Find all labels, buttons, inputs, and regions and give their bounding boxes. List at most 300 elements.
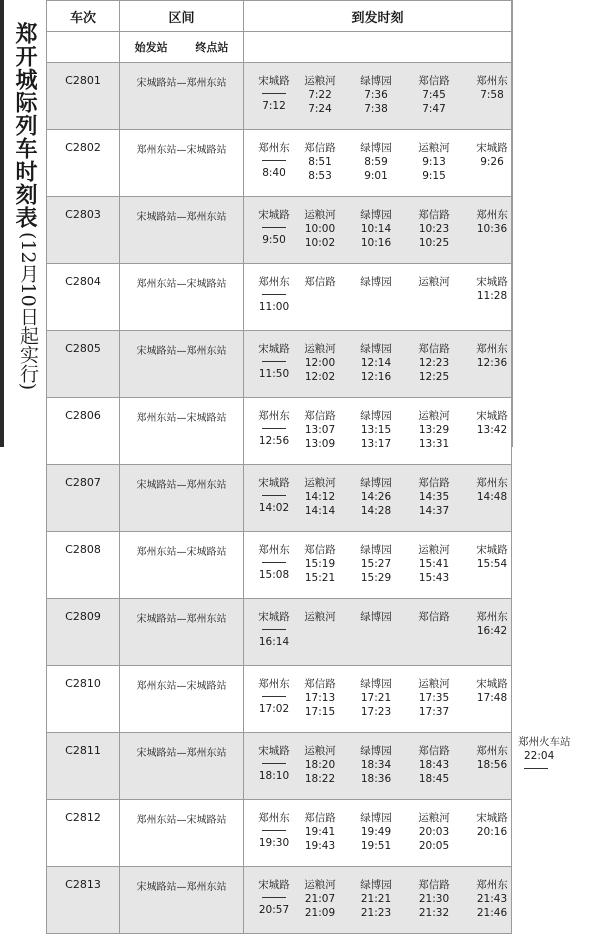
arrival-time: 15:41 — [418, 558, 450, 570]
table-row — [47, 532, 512, 599]
station-stop — [350, 342, 402, 384]
timetable-body — [47, 63, 512, 934]
departure-dash — [262, 294, 286, 295]
side-subtitle: (12月10日起实行) — [17, 232, 39, 391]
departure-time — [466, 236, 518, 250]
station-stop — [248, 409, 300, 448]
departure-time: 10:02 — [304, 237, 336, 249]
subheader-terminal: 终点站 — [195, 41, 229, 54]
departure-time: 10:25 — [418, 237, 450, 249]
station-stop — [248, 208, 300, 247]
train-times — [244, 331, 512, 398]
station-stop — [350, 409, 402, 451]
train-times — [244, 63, 512, 130]
train-number: C2802 — [47, 130, 120, 197]
subheader-times-empty — [244, 32, 512, 63]
departure-dash — [262, 160, 286, 161]
departure-time — [466, 370, 518, 384]
station-stop — [248, 610, 300, 649]
departure-time: 18:10 — [258, 770, 290, 782]
station-stop — [294, 476, 346, 518]
departure-time — [466, 303, 518, 317]
extra-station-name: 郑州火车站 — [518, 736, 571, 748]
station-name: 宋城路 — [258, 343, 290, 355]
arrival-time: 10:14 — [360, 223, 392, 235]
departure-time — [466, 437, 518, 451]
arrival-time: 14:35 — [418, 491, 450, 503]
station-name: 宋城路 — [258, 611, 290, 623]
departure-time: 18:45 — [418, 773, 450, 785]
station-stop — [294, 275, 346, 317]
station-stop — [408, 141, 460, 183]
station-stop — [466, 74, 518, 116]
departure-time: 19:43 — [304, 840, 336, 852]
departure-time — [294, 638, 346, 652]
arrival-time: 13:07 — [304, 424, 336, 436]
station-name: 宋城路 — [476, 276, 508, 288]
departure-time: 9:50 — [262, 234, 286, 246]
station-stop — [248, 342, 300, 381]
station-name: 郑州东 — [476, 477, 508, 489]
arrival-time: 14:12 — [304, 491, 336, 503]
station-name: 绿博园 — [360, 410, 392, 422]
header-times: 到发时刻 — [244, 1, 512, 32]
arrival-time: 12:36 — [476, 357, 508, 369]
departure-dash — [262, 361, 286, 362]
departure-time: 21:09 — [304, 907, 336, 919]
station-stop — [294, 409, 346, 451]
station-stop — [408, 74, 460, 116]
station-stop — [350, 543, 402, 585]
departure-time: 19:30 — [258, 837, 290, 849]
station-stop — [466, 409, 518, 451]
departure-time: 16:14 — [258, 636, 290, 648]
table-row — [47, 465, 512, 532]
arrival-time: 15:19 — [304, 558, 336, 570]
station-name: 绿博园 — [360, 477, 392, 489]
arrival-time: 15:54 — [476, 558, 508, 570]
station-stop — [466, 677, 518, 719]
departure-time: 18:36 — [360, 773, 392, 785]
timetable — [46, 0, 512, 934]
departure-time: 17:37 — [418, 706, 450, 718]
table-row — [47, 800, 512, 867]
train-times — [244, 130, 512, 197]
arrival-time: 16:42 — [476, 625, 508, 637]
train-number: C2809 — [47, 599, 120, 666]
header-section: 区间 — [120, 1, 244, 32]
station-stop — [466, 744, 518, 786]
arrival-time: 7:22 — [308, 89, 332, 101]
arrival-time — [294, 289, 346, 303]
station-stop — [248, 141, 300, 180]
train-number: C2810 — [47, 666, 120, 733]
departure-time: 13:17 — [360, 438, 392, 450]
station-stop — [350, 677, 402, 719]
station-stop — [408, 543, 460, 585]
arrival-time: 21:21 — [360, 893, 392, 905]
station-name: 运粮河 — [418, 812, 450, 824]
departure-time: 11:50 — [258, 368, 290, 380]
station-stop — [294, 543, 346, 585]
train-number: C2806 — [47, 398, 120, 465]
train-section: 郑州东站—宋城路站 — [120, 398, 244, 465]
station-stop — [408, 811, 460, 853]
station-name: 宋城路 — [258, 209, 290, 221]
station-stop — [248, 275, 300, 314]
arrival-time — [408, 289, 460, 303]
departure-time: 9:15 — [422, 170, 446, 182]
station-name: 郑信路 — [304, 276, 336, 288]
table-row — [47, 63, 512, 130]
station-stop — [350, 744, 402, 786]
station-stop — [408, 677, 460, 719]
departure-time: 10:16 — [360, 237, 392, 249]
station-stop — [408, 208, 460, 250]
train-times — [244, 800, 512, 867]
arrival-time: 17:13 — [304, 692, 336, 704]
side-title-block — [0, 0, 46, 447]
station-stop — [248, 744, 300, 783]
departure-time — [408, 303, 460, 317]
station-name: 绿博园 — [360, 879, 392, 891]
station-stop — [466, 476, 518, 518]
arrival-time: 18:20 — [304, 759, 336, 771]
station-stop — [294, 141, 346, 183]
station-name: 宋城路 — [258, 477, 290, 489]
station-name: 运粮河 — [304, 611, 336, 623]
station-stop — [408, 610, 460, 652]
train-times — [244, 264, 512, 331]
station-name: 运粮河 — [418, 544, 450, 556]
station-name: 运粮河 — [304, 477, 336, 489]
station-name: 郑州东 — [476, 209, 508, 221]
station-name: 郑信路 — [418, 611, 450, 623]
table-row — [47, 666, 512, 733]
station-stop — [408, 275, 460, 317]
departure-time: 13:31 — [418, 438, 450, 450]
table-row — [47, 398, 512, 465]
departure-time: 12:25 — [418, 371, 450, 383]
departure-time: 11:00 — [258, 301, 290, 313]
station-name: 郑信路 — [418, 745, 450, 757]
station-name: 郑州东 — [476, 343, 508, 355]
train-section: 宋城路站—郑州东站 — [120, 331, 244, 398]
train-times — [244, 733, 512, 800]
station-stop — [466, 275, 518, 317]
arrival-time: 9:13 — [422, 156, 446, 168]
subheader-empty — [47, 32, 120, 63]
station-stop — [466, 141, 518, 183]
station-stop — [350, 878, 402, 920]
station-stop — [294, 811, 346, 853]
departure-dash — [262, 629, 286, 630]
departure-time: 8:53 — [308, 170, 332, 182]
station-name: 郑信路 — [418, 75, 450, 87]
station-stop — [248, 476, 300, 515]
departure-time: 14:37 — [418, 505, 450, 517]
departure-time — [350, 638, 402, 652]
departure-time: 14:14 — [304, 505, 336, 517]
station-name: 郑信路 — [418, 209, 450, 221]
station-name: 绿博园 — [360, 544, 392, 556]
departure-dash — [262, 93, 286, 94]
station-stop — [408, 342, 460, 384]
station-name: 绿博园 — [360, 343, 392, 355]
departure-dash — [262, 696, 286, 697]
arrival-time: 8:59 — [364, 156, 388, 168]
arrival-time: 18:56 — [476, 759, 508, 771]
arrival-time: 19:49 — [360, 826, 392, 838]
departure-time — [466, 705, 518, 719]
station-name: 宋城路 — [476, 678, 508, 690]
train-section: 宋城路站—郑州东站 — [120, 867, 244, 934]
departure-time: 14:28 — [360, 505, 392, 517]
station-stop — [408, 878, 460, 920]
departure-time: 15:43 — [418, 572, 450, 584]
extension-border — [512, 0, 513, 447]
departure-time: 19:51 — [360, 840, 392, 852]
station-name: 宋城路 — [258, 75, 290, 87]
station-name: 宋城路 — [476, 142, 508, 154]
train-section: 宋城路站—郑州东站 — [120, 465, 244, 532]
departure-time — [466, 571, 518, 585]
arrival-time: 18:34 — [360, 759, 392, 771]
arrival-time: 21:43 — [476, 893, 508, 905]
train-section: 宋城路站—郑州东站 — [120, 197, 244, 264]
station-stop — [248, 74, 300, 113]
departure-time: 21:46 — [476, 907, 508, 919]
departure-time: 15:29 — [360, 572, 392, 584]
arrival-time: 10:36 — [476, 223, 508, 235]
train-number: C2801 — [47, 63, 120, 130]
station-name: 郑信路 — [418, 343, 450, 355]
arrival-time — [408, 624, 460, 638]
station-name: 郑信路 — [304, 142, 336, 154]
station-stop — [350, 74, 402, 116]
train-section: 郑州东站—宋城路站 — [120, 800, 244, 867]
departure-time: 20:05 — [418, 840, 450, 852]
departure-time: 7:47 — [422, 103, 446, 115]
station-name: 运粮河 — [304, 343, 336, 355]
train-section: 宋城路站—郑州东站 — [120, 63, 244, 130]
train-number: C2808 — [47, 532, 120, 599]
arrival-time: 21:07 — [304, 893, 336, 905]
arrival-time: 12:23 — [418, 357, 450, 369]
station-name: 运粮河 — [304, 879, 336, 891]
station-name: 绿博园 — [360, 75, 392, 87]
train-section: 宋城路站—郑州东站 — [120, 599, 244, 666]
arrival-time: 12:14 — [360, 357, 392, 369]
train-number: C2804 — [47, 264, 120, 331]
station-stop — [294, 677, 346, 719]
departure-time: 8:40 — [262, 167, 286, 179]
departure-time — [466, 169, 518, 183]
arrival-time: 9:26 — [480, 156, 504, 168]
departure-time: 21:32 — [418, 907, 450, 919]
train-number: C2805 — [47, 331, 120, 398]
station-name: 运粮河 — [304, 745, 336, 757]
departure-dash — [262, 495, 286, 496]
arrival-time: 21:30 — [418, 893, 450, 905]
station-stop — [408, 409, 460, 451]
train-number: C2807 — [47, 465, 120, 532]
station-name: 郑信路 — [418, 477, 450, 489]
station-stop — [466, 811, 518, 853]
arrival-time: 11:28 — [476, 290, 508, 302]
station-stop — [294, 610, 346, 652]
arrival-time: 7:36 — [364, 89, 388, 101]
station-stop — [294, 74, 346, 116]
arrival-time: 12:00 — [304, 357, 336, 369]
arrival-time: 17:48 — [476, 692, 508, 704]
station-name: 绿博园 — [360, 142, 392, 154]
station-name: 绿博园 — [360, 812, 392, 824]
departure-time: 12:02 — [304, 371, 336, 383]
train-section: 郑州东站—宋城路站 — [120, 130, 244, 197]
departure-time: 14:02 — [258, 502, 290, 514]
station-stop — [466, 610, 518, 652]
departure-time — [466, 772, 518, 786]
station-stop — [294, 342, 346, 384]
table-row — [47, 599, 512, 666]
station-name: 郑州东 — [258, 544, 290, 556]
station-stop — [248, 677, 300, 716]
arrival-time: 19:41 — [304, 826, 336, 838]
station-name: 绿博园 — [360, 678, 392, 690]
station-name: 运粮河 — [418, 142, 450, 154]
departure-time — [466, 504, 518, 518]
station-stop — [466, 543, 518, 585]
train-number: C2813 — [47, 867, 120, 934]
station-name: 宋城路 — [258, 879, 290, 891]
station-name: 郑信路 — [304, 544, 336, 556]
station-name: 郑州东 — [476, 611, 508, 623]
station-stop — [466, 878, 518, 920]
station-name: 运粮河 — [304, 75, 336, 87]
train-times — [244, 465, 512, 532]
departure-time: 12:56 — [258, 435, 290, 447]
station-stop — [408, 744, 460, 786]
train-times — [244, 197, 512, 264]
train-number: C2812 — [47, 800, 120, 867]
timetable-extension — [512, 0, 606, 791]
station-name: 郑州东 — [258, 678, 290, 690]
station-stop — [350, 610, 402, 652]
station-stop — [466, 342, 518, 384]
train-times — [244, 398, 512, 465]
departure-time: 17:02 — [258, 703, 290, 715]
departure-dash — [262, 562, 286, 563]
departure-time: 15:21 — [304, 572, 336, 584]
station-name: 郑州东 — [258, 142, 290, 154]
train-section: 宋城路站—郑州东站 — [120, 733, 244, 800]
table-row — [47, 733, 512, 800]
station-name: 郑信路 — [304, 678, 336, 690]
subheader-section — [120, 32, 244, 63]
extra-station — [518, 735, 594, 769]
station-name: 绿博园 — [360, 209, 392, 221]
side-title-bar — [0, 0, 4, 447]
station-name: 郑信路 — [418, 879, 450, 891]
departure-time — [466, 839, 518, 853]
departure-time: 7:12 — [262, 100, 286, 112]
train-section: 郑州东站—宋城路站 — [120, 264, 244, 331]
station-stop — [350, 275, 402, 317]
extra-station-dash — [524, 768, 548, 769]
station-name: 郑州东 — [476, 879, 508, 891]
departure-time — [466, 102, 518, 116]
train-times — [244, 532, 512, 599]
departure-time — [294, 303, 346, 317]
station-name: 绿博园 — [360, 745, 392, 757]
departure-time: 9:01 — [364, 170, 388, 182]
station-stop — [350, 476, 402, 518]
departure-dash — [262, 763, 286, 764]
arrival-time: 14:26 — [360, 491, 392, 503]
departure-time: 21:23 — [360, 907, 392, 919]
station-name: 郑信路 — [304, 410, 336, 422]
station-stop — [294, 744, 346, 786]
station-name: 郑州东 — [476, 75, 508, 87]
train-number: C2803 — [47, 197, 120, 264]
arrival-time: 7:58 — [480, 89, 504, 101]
departure-dash — [262, 227, 286, 228]
arrival-time — [350, 289, 402, 303]
station-stop — [466, 208, 518, 250]
departure-time: 12:16 — [360, 371, 392, 383]
station-name: 宋城路 — [476, 544, 508, 556]
departure-time — [408, 638, 460, 652]
departure-time — [466, 638, 518, 652]
train-section: 郑州东站—宋城路站 — [120, 532, 244, 599]
table-row — [47, 197, 512, 264]
arrival-time: 7:45 — [422, 89, 446, 101]
station-name: 宋城路 — [476, 410, 508, 422]
arrival-time: 13:42 — [476, 424, 508, 436]
arrival-time: 13:15 — [360, 424, 392, 436]
departure-time — [350, 303, 402, 317]
train-section: 郑州东站—宋城路站 — [120, 666, 244, 733]
arrival-time — [350, 624, 402, 638]
station-stop — [248, 543, 300, 582]
station-stop — [294, 208, 346, 250]
station-name: 郑州东 — [258, 812, 290, 824]
station-stop — [408, 476, 460, 518]
station-name: 绿博园 — [360, 611, 392, 623]
arrival-time: 14:48 — [476, 491, 508, 503]
departure-dash — [262, 830, 286, 831]
table-row — [47, 331, 512, 398]
arrival-time: 15:27 — [360, 558, 392, 570]
departure-time: 13:09 — [304, 438, 336, 450]
train-number: C2811 — [47, 733, 120, 800]
departure-dash — [262, 897, 286, 898]
station-stop — [350, 208, 402, 250]
arrival-time — [294, 624, 346, 638]
train-times — [244, 599, 512, 666]
arrival-time: 17:35 — [418, 692, 450, 704]
departure-time: 7:24 — [308, 103, 332, 115]
station-name: 郑州东 — [258, 276, 290, 288]
station-name: 运粮河 — [418, 276, 450, 288]
side-title: 郑开城际列车时刻表 — [12, 22, 37, 229]
departure-time: 18:22 — [304, 773, 336, 785]
arrival-time: 8:51 — [308, 156, 332, 168]
station-stop — [294, 878, 346, 920]
table-row — [47, 264, 512, 331]
station-stop — [248, 878, 300, 917]
